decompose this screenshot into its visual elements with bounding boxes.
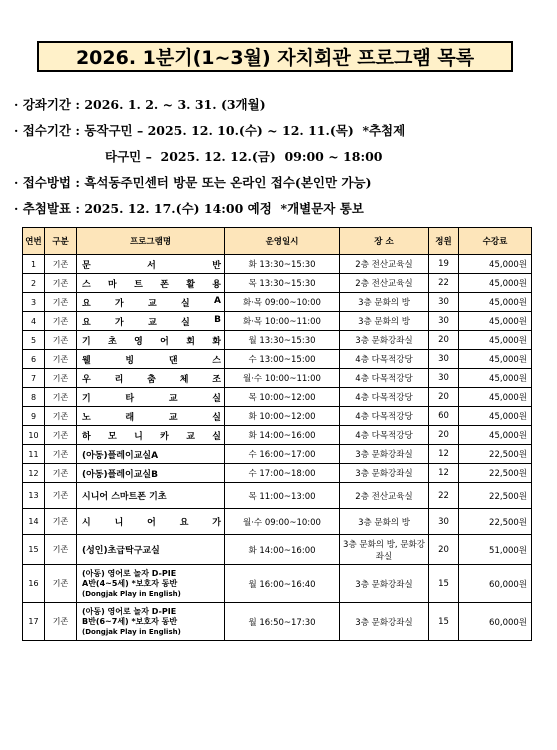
row-category: 기존: [45, 565, 77, 603]
table-row: [23, 255, 532, 274]
row-number: 16: [23, 565, 45, 603]
row-number: 5: [23, 331, 45, 350]
program-name-text: 기 초 영 어 회 화: [82, 336, 221, 347]
table-header-row: [23, 228, 532, 255]
row-place: 2층 전산교육실: [340, 274, 429, 293]
row-fee: 45,000원: [459, 274, 532, 293]
row-place: 3층 문화의 방: [340, 293, 429, 312]
program-name-text: 노 래 교 실: [82, 412, 221, 423]
row-program-name: [77, 293, 225, 312]
header-category: 구분: [45, 228, 77, 255]
program-name-text: (아동)플레이교실A: [82, 450, 159, 461]
row-place: 4층 다목적강당: [340, 350, 429, 369]
row-schedule: 목 11:00~13:00: [225, 483, 340, 509]
header-program: 프로그램명: [77, 228, 225, 255]
program-name-text: 우 리 춤 체 조: [82, 374, 221, 385]
header-number: 연번: [23, 228, 45, 255]
row-program-name: [77, 369, 225, 388]
row-number: 13: [23, 483, 45, 509]
header-fee: 수강료: [459, 228, 532, 255]
row-place: 3층 문화강좌실: [340, 331, 429, 350]
row-number: 6: [23, 350, 45, 369]
row-capacity: 15: [429, 565, 459, 603]
row-capacity: 22: [429, 483, 459, 509]
row-fee: 45,000원: [459, 407, 532, 426]
row-program-name: [77, 388, 225, 407]
table-row: [23, 407, 532, 426]
row-category: 기존: [45, 350, 77, 369]
row-category: 기존: [45, 445, 77, 464]
program-name-text: 문 서 반: [82, 260, 221, 271]
row-capacity: 15: [429, 603, 459, 641]
table-row: [23, 483, 532, 509]
row-program-name: [77, 445, 225, 464]
row-place: 2층 전산교육실: [340, 255, 429, 274]
row-schedule: 월 16:50~17:30: [225, 603, 340, 641]
program-table: [22, 227, 532, 641]
row-place: 3층 문화의 방: [340, 312, 429, 331]
row-capacity: 20: [429, 535, 459, 565]
row-capacity: 30: [429, 312, 459, 331]
row-category: 기존: [45, 312, 77, 331]
table-row: [23, 312, 532, 331]
row-capacity: 30: [429, 369, 459, 388]
row-program-name: [77, 312, 225, 331]
row-capacity: 12: [429, 445, 459, 464]
row-program-name: [77, 350, 225, 369]
row-place: 3층 문화의 방: [340, 509, 429, 535]
table-row: [23, 388, 532, 407]
row-program-name: [77, 331, 225, 350]
row-number: 8: [23, 388, 45, 407]
row-fee: 22,500원: [459, 509, 532, 535]
program-name-line: (Dongjak Play in English): [82, 589, 181, 598]
row-place: 4층 다목적강당: [340, 388, 429, 407]
row-schedule: 화·목 09:00~10:00: [225, 293, 340, 312]
program-name-text: 요 가 교 실 B: [82, 314, 221, 328]
header-capacity: 정원: [429, 228, 459, 255]
row-number: 10: [23, 426, 45, 445]
table-row: [23, 274, 532, 293]
row-category: 기존: [45, 255, 77, 274]
info-registration-method: · 접수방법 : 흑석동주민센터 방문 또는 온라인 접수(본인만 가능): [14, 175, 372, 190]
row-schedule: 화·목 10:00~11:00: [225, 312, 340, 331]
row-number: 11: [23, 445, 45, 464]
row-fee: 60,000원: [459, 603, 532, 641]
row-program-name: [77, 426, 225, 445]
row-number: 3: [23, 293, 45, 312]
row-schedule: 월·수 10:00~11:00: [225, 369, 340, 388]
row-category: 기존: [45, 388, 77, 407]
program-name-text: 기 타 교 실: [82, 393, 221, 404]
row-place: 4층 다목적강당: [340, 426, 429, 445]
row-place: 3층 문화강좌실: [340, 445, 429, 464]
page-title: 2026. 1분기(1~3월) 자치회관 프로그램 목록: [37, 41, 513, 72]
row-fee: 45,000원: [459, 388, 532, 407]
row-program-name: [77, 565, 225, 603]
row-category: 기존: [45, 509, 77, 535]
row-place: 4층 다목적강당: [340, 369, 429, 388]
row-capacity: 30: [429, 293, 459, 312]
program-name-text: (성인)초급탁구교실: [82, 546, 160, 556]
row-number: 15: [23, 535, 45, 565]
row-capacity: 19: [429, 255, 459, 274]
program-name-text: 시니어 스마트폰 기초: [82, 492, 167, 502]
row-schedule: 월 13:30~15:30: [225, 331, 340, 350]
table-row: [23, 464, 532, 483]
program-name-line: (Dongjak Play in English): [82, 627, 181, 636]
row-capacity: 20: [429, 426, 459, 445]
row-place: 3층 문화강좌실: [340, 603, 429, 641]
row-category: 기존: [45, 274, 77, 293]
row-schedule: 목 10:00~12:00: [225, 388, 340, 407]
row-fee: 45,000원: [459, 369, 532, 388]
row-fee: 45,000원: [459, 331, 532, 350]
row-schedule: 수 13:00~15:00: [225, 350, 340, 369]
row-fee: 45,000원: [459, 312, 532, 331]
row-number: 2: [23, 274, 45, 293]
row-program-name: [77, 603, 225, 641]
row-capacity: 60: [429, 407, 459, 426]
program-name-line: B반(6~7세) *보호자 동반: [82, 616, 178, 626]
row-schedule: 화 13:30~15:30: [225, 255, 340, 274]
row-category: 기존: [45, 464, 77, 483]
row-category: 기존: [45, 426, 77, 445]
row-program-name: [77, 464, 225, 483]
header-schedule: 운영일시: [225, 228, 340, 255]
row-number: 17: [23, 603, 45, 641]
info-lottery-announcement: · 추첨발표 : 2025. 12. 17.(수) 14:00 예정 *개별문자 통보: [14, 201, 364, 216]
row-category: 기존: [45, 603, 77, 641]
row-schedule: 월 16:00~16:40: [225, 565, 340, 603]
table-row: [23, 445, 532, 464]
program-name-line: A반(4~5세) *보호자 동반: [82, 578, 178, 588]
row-schedule: 화 10:00~12:00: [225, 407, 340, 426]
row-fee: 60,000원: [459, 565, 532, 603]
program-name-text: 스 마 트 폰 활 용: [82, 279, 221, 290]
row-schedule: 수 16:00~17:00: [225, 445, 340, 464]
row-number: 1: [23, 255, 45, 274]
program-name-line: (아동) 영어로 놀자 D-PIE: [82, 568, 177, 578]
row-category: 기존: [45, 293, 77, 312]
row-program-name: [77, 535, 225, 565]
row-program-name: [77, 483, 225, 509]
row-place: 3층 문화강좌실: [340, 565, 429, 603]
row-schedule: 수 17:00~18:00: [225, 464, 340, 483]
row-capacity: 20: [429, 331, 459, 350]
row-place: 3층 문화강좌실: [340, 464, 429, 483]
table-row: [23, 426, 532, 445]
row-schedule: 목 13:30~15:30: [225, 274, 340, 293]
table-row: [23, 509, 532, 535]
row-number: 7: [23, 369, 45, 388]
row-number: 12: [23, 464, 45, 483]
row-category: 기존: [45, 331, 77, 350]
row-capacity: 30: [429, 350, 459, 369]
row-fee: 22,500원: [459, 483, 532, 509]
row-program-name: [77, 509, 225, 535]
row-program-name: [77, 274, 225, 293]
row-fee: 45,000원: [459, 255, 532, 274]
program-name-text: (아동)플레이교실B: [82, 469, 158, 480]
row-program-name: [77, 407, 225, 426]
row-category: 기존: [45, 369, 77, 388]
info-registration-period: · 접수기간 : 동작구민 – 2025. 12. 10.(수) ~ 12. 11.(목) *추첨제: [14, 123, 406, 138]
row-fee: 22,500원: [459, 445, 532, 464]
row-fee: 45,000원: [459, 350, 532, 369]
header-place: 장 소: [340, 228, 429, 255]
row-category: 기존: [45, 483, 77, 509]
row-number: 9: [23, 407, 45, 426]
table-row: [23, 603, 532, 641]
table-row: [23, 565, 532, 603]
program-name-line: (아동) 영어로 놀자 D-PIE: [82, 606, 177, 616]
program-name-text: 시 니 어 요 가: [82, 518, 221, 528]
table-row: [23, 293, 532, 312]
info-lecture-period: · 강좌기간 : 2026. 1. 2. ~ 3. 31. (3개월): [14, 97, 266, 112]
row-capacity: 20: [429, 388, 459, 407]
program-name-text: 요 가 교 실 A: [82, 295, 221, 309]
row-number: 4: [23, 312, 45, 331]
program-name-text: 하 모 니 카 교 실: [82, 431, 221, 442]
row-fee: 22,500원: [459, 464, 532, 483]
row-place: 4층 다목적강당: [340, 407, 429, 426]
row-number: 14: [23, 509, 45, 535]
row-category: 기존: [45, 407, 77, 426]
table-row: [23, 350, 532, 369]
row-capacity: 12: [429, 464, 459, 483]
row-place: 3층 문화의 방, 문화강좌실: [340, 535, 429, 565]
row-fee: 51,000원: [459, 535, 532, 565]
row-fee: 45,000원: [459, 293, 532, 312]
row-schedule: 화 14:00~16:00: [225, 535, 340, 565]
table-row: [23, 331, 532, 350]
row-schedule: 월·수 09:00~10:00: [225, 509, 340, 535]
row-capacity: 30: [429, 509, 459, 535]
row-category: 기존: [45, 535, 77, 565]
info-registration-other-residents: 타구민 – 2025. 12. 12.(금) 09:00 ~ 18:00: [105, 149, 383, 164]
row-program-name: [77, 255, 225, 274]
table-row: [23, 369, 532, 388]
row-place: 2층 전산교육실: [340, 483, 429, 509]
table-row: [23, 535, 532, 565]
row-schedule: 화 14:00~16:00: [225, 426, 340, 445]
program-name-text: 웰 빙 댄 스: [82, 355, 221, 366]
row-fee: 45,000원: [459, 426, 532, 445]
row-capacity: 22: [429, 274, 459, 293]
